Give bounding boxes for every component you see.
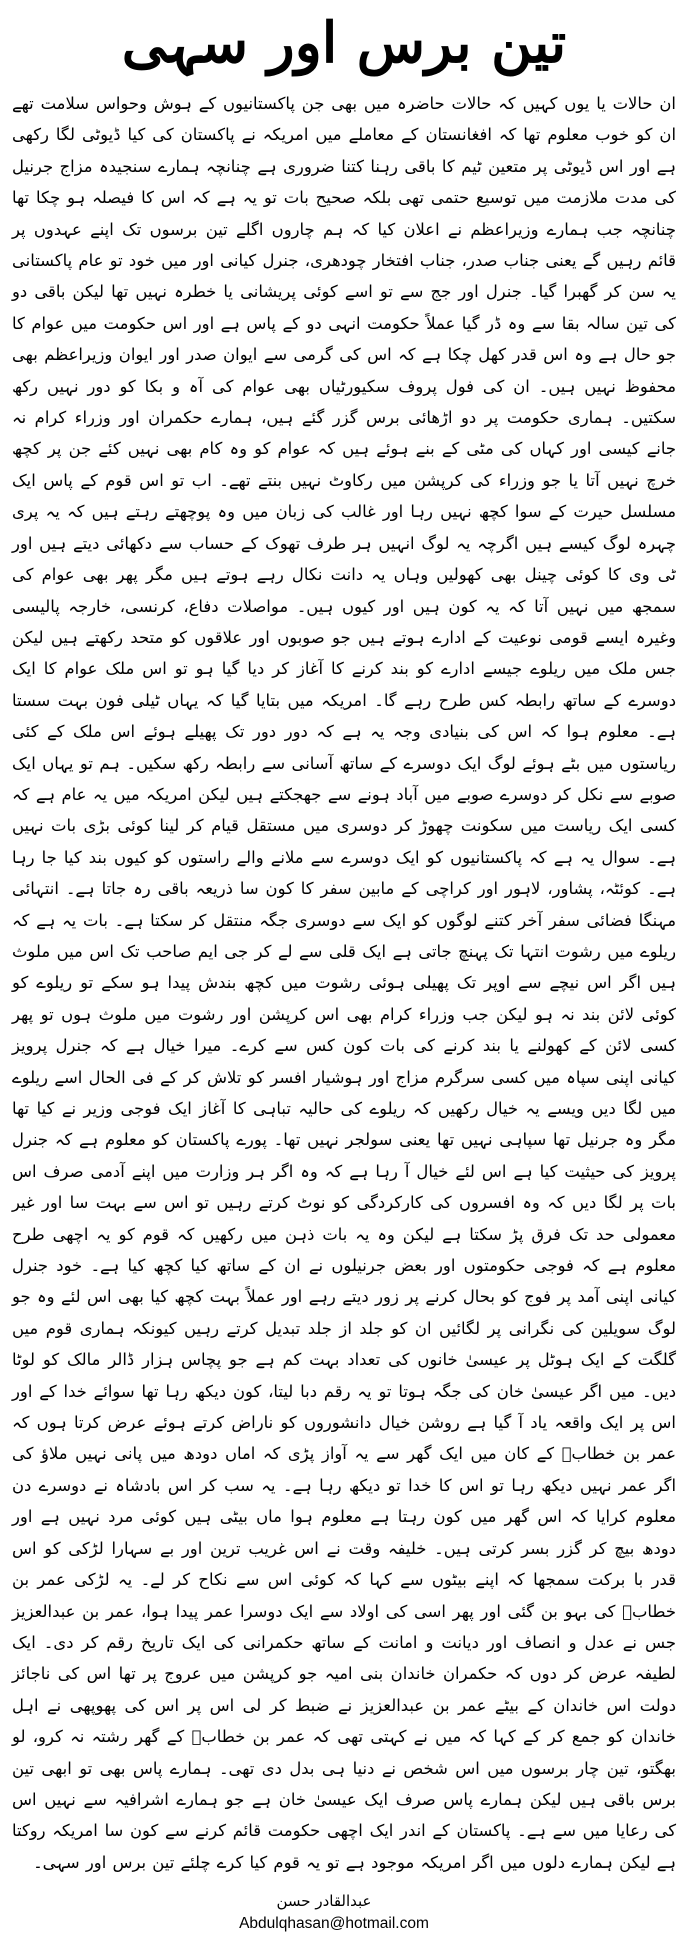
column-title: تین برس اور سہی: [121, 10, 567, 76]
column-body: ان حالات یا یوں کہیں کہ حالات حاضرہ میں بھی جن پاکستانیوں کے ہوش وحواس سلامت تھے ان کو خوب معلوم تھا کہ افغانستان کے معاملے میں امریکہ نے پاکستان کی کیا ڈیوٹی لگا رکھی ہے اور اس ڈیوٹی پر متعین ٹیم کا باقی رہنا کتنا ضروری ہے چنانچہ ہمارے سنجیدہ مزاج جرنیل کی مدت ملازمت میں توسیع حتمی تھی بلکہ صحیح بات تو یہ ہے کہ اس کا فیصلہ ہو چکا تھا چنانچہ جب ہمارے وزیراعظم نے اعلان کیا کہ ہم چاروں اگلے تین برسوں تک اپنے عہدوں پر قائم رہیں گے یعنی جناب صدر، جناب افتخار چودھری، جنرل کیانی اور میں خود تو عام پاکستانی یہ سن کر گھبرا گیا۔ جنرل اور جج سے تو اسے کوئی پریشانی یا خطرہ نہیں تھا لیکن باقی دو کی تین سالہ بقا سے وہ ڈر گیا عملاً حکومت انہی دو کے پاس ہے اور اس حکومت میں عوام کا جو حال ہے وہ اس قدر کھل چکا ہے کہ اس کی گرمی سے ایوان صدر اور ایوان وزیراعظم بھی محفوظ نہیں ہیں۔ ان کی فول پروف سکیورٹیاں بھی عوام کی آہ و بکا کو دور نہیں رکھ سکتیں۔ ہماری حکومت پر دو اڑھائی برس گزر گئے ہیں، ہمارے حکمران اور وزراء کرام نہ جانے کیسی اور کہاں کی مٹی کے بنے ہوئے ہیں کہ عوام کو وہ کام بھی نہیں کئے جن پر کچھ خرچ نہیں آتا یا جو وزراء کی کرپشن میں رکاوٹ نہیں بنتے تھے۔ اب تو اس قوم کے پاس ایک مسلسل حیرت کے سوا کچھ نہیں رہا اور غالب کی زبان میں وہ پوچھتے رہتے ہیں کہ یہ پری چہرہ لوگ کیسے ہیں اگرچہ یہ لوگ انہیں ہر طرف تھوک کے حساب سے دکھائی دیتے ہیں اور ٹی وی کا کوئی چینل بھی کھولیں وہاں یہ دانت نکال رہے ہوتے ہیں مگر پھر بھی عوام کی سمجھ میں نہیں آتا کہ یہ کون ہیں اور کیوں ہیں۔ مواصلات دفاع، کرنسی، خارجہ پالیسی وغیرہ ایسے قومی نوعیت کے ادارے ہوتے ہیں جو صوبوں اور علاقوں کو متحد رکھتے ہیں لیکن جس ملک میں ریلوے جیسے ادارے کو بند کرنے کا آغاز کر دیا گیا ہو تو اس ملک عوام کا ایک دوسرے کے ساتھ رابطہ کس طرح رہے گا۔ امریکہ میں بتایا گیا کہ یہاں ٹیلی فون بہت سستا ہے۔ معلوم ہوا کہ اس کی بنیادی وجہ یہ ہے کہ دور دور تک پھیلے ہوئے اس ملک کے کئی ریاستوں میں بٹے ہوئے لوگ ایک دوسرے کے ساتھ آسانی سے رابطہ رکھ سکیں۔ ہم تو یہاں ایک صوبے سے نکل کر دوسرے صوبے میں آباد ہونے سے جھجکتے ہیں لیکن امریکہ میں یہ عام ہے کہ کسی ایک ریاست میں سکونت چھوڑ کر دوسری میں مستقل قیام کر لینا کوئی بڑی بات نہیں ہے۔ سوال یہ ہے کہ پاکستانیوں کو ایک دوسرے سے ملانے والے راستوں کو کیوں بند کیا جا رہا ہے۔ کوئٹہ، پشاور، لاہور اور کراچی کے مابین سفر کا کون سا ذریعہ باقی رہ جاتا ہے۔ انتہائی مہنگا فضائی سفر آخر کتنے لوگوں کو ایک سے دوسری جگہ منتقل کر سکتا ہے۔ بات یہ ہے کہ ریلوے میں رشوت انتہا تک پہنچ جاتی ہے ایک قلی سے لے کر جی ایم صاحب تک اس میں ملوث ہیں اگر اس نیچے سے اوپر تک پھیلی ہوئی رشوت میں کچھ بندش پیدا ہو سکے تو ریلوے کو کوئی لائن بند نہ ہو لیکن جب وزراء کرام بھی اس کرپشن اور رشوت میں ملوث ہوں تو پھر کسی لائن کے کھولنے یا بند کرنے کی بات کون کس سے کرے۔ میرا خیال ہے کہ جنرل پرویز کیانی اپنی سپاہ میں کسی سرگرم مزاج اور ہوشیار افسر کو تلاش کر کے فی الحال اسے ریلوے میں لگا دیں ویسے یہ خیال رکھیں کہ ریلوے کی حالیہ تباہی کا آغاز ایک فوجی وزیر نے کیا تھا مگر وہ جرنیل تھا سپاہی نہیں تھا یعنی سولجر نہیں تھا۔ پورے پاکستان کو معلوم ہے کہ جنرل پرویز کی حیثیت کیا ہے اس لئے خیال آ رہا ہے کہ وہ اگر ہر وزارت میں اپنے آدمی صرف اس بات پر لگا دیں کہ وہ افسروں کی کارکردگی کو نوٹ کرتے رہیں تو اس سے بہت سا اور غیر معمولی حد تک فرق پڑ سکتا ہے لیکن وہ یہ بات ذہن میں رکھیں کہ قوم کو یہ اچھی طرح معلوم ہے کہ فوجی حکومتوں اور بعض جرنیلوں نے ان کے ساتھ کیا کچھ کیا ہے۔ خود جنرل کیانی اپنی آمد پر فوج کو بحال کرنے پر زور دیتے رہے اور عملاً بہت کچھ کیا بھی اس لئے وہ جو لوگ سویلین کی نگرانی پر لگائیں ان کو جلد از جلد تبدیل کرتے رہیں کیونکہ ہماری قوم میں گلگت کے ایک ہوٹل پر عیسیٰ خانوں کی تعداد بہت کم ہے جو پچاس ہزار ڈالر مالک کو لوٹا دیں۔ میں اگر عیسیٰ خان کی جگہ ہوتا تو یہ رقم دبا لیتا، کون دیکھ رہا تھا سوائے خدا کے اور اس پر ایک واقعہ یاد آ گیا ہے روشن خیال دانشوروں کو ناراض کرتے ہوئے عرض کرتا ہوں کہ عمر بن خطابؓ کے کان میں ایک گھر سے یہ آواز پڑی کہ اماں دودھ میں پانی نہیں ملاؤ کی اگر عمر نہیں دیکھ رہا تو اس کا خدا تو دیکھ رہا ہے۔ یہ سب کر اس بادشاہ نے دوسرے دن معلوم کرایا کہ اس گھر میں کون رہتا ہے معلوم ہوا ماں بیٹی ہیں کوئی مرد نہیں ہے اور دودھ بیچ کر گزر بسر کرتی ہیں۔ خلیفہ وقت نے اس غریب ترین اور بے سہارا لڑکی کو اس قدر با برکت سمجھا کہ اپنے بیٹوں سے کہا کہ کوئی اس سے نکاح کر لے۔ یہ لڑکی عمر بن خطابؓ کی بہو بن گئی اور پھر اسی کی اولاد سے ایک دوسرا عمر پیدا ہوا، عمر بن عبدالعزیز جس نے عدل و انصاف اور دیانت و امانت کے ساتھ حکمرانی کی ایک تاریخ رقم کر دی۔ ایک لطیفہ عرض کر دوں کہ حکمران خاندان بنی امیہ جو کرپشن میں عروج پر تھا اس کی ناجائز دولت اس خاندان کے بیٹے عمر بن عبدالعزیز نے ضبط کر لی اس پر اس کی پھوپھی نے اہل خاندان کو جمع کر کے کہا کہ میں نے کہتی تھی کہ عمر بن خطابؓ کے گھر رشتہ نہ کرو، لو بھگتو، تین چار برسوں میں اس شخص نے دنیا ہی بدل دی تھی۔ ہمارے پاس بھی تو ابھی تین برس باقی ہیں لیکن ہمارے پاس صرف ایک عیسیٰ خان ہے جو ہمارے اشرافیہ سے نہیں اس کی رعایا میں سے ہے۔ پاکستان کے اندر ایک اچھی حکومت قائم کرنے سے کون سا امریکہ روکتا ہے لیکن ہمارے دلوں میں اگر امریکہ موجود ہے تو یہ قوم کیا کرے چلئے تین برس اور سہی۔: [12, 94, 676, 1872]
author-email: Abdulqhasan@hotmail.com: [239, 1915, 429, 1933]
author-name: عبدالقادر حسن: [276, 1892, 372, 1911]
